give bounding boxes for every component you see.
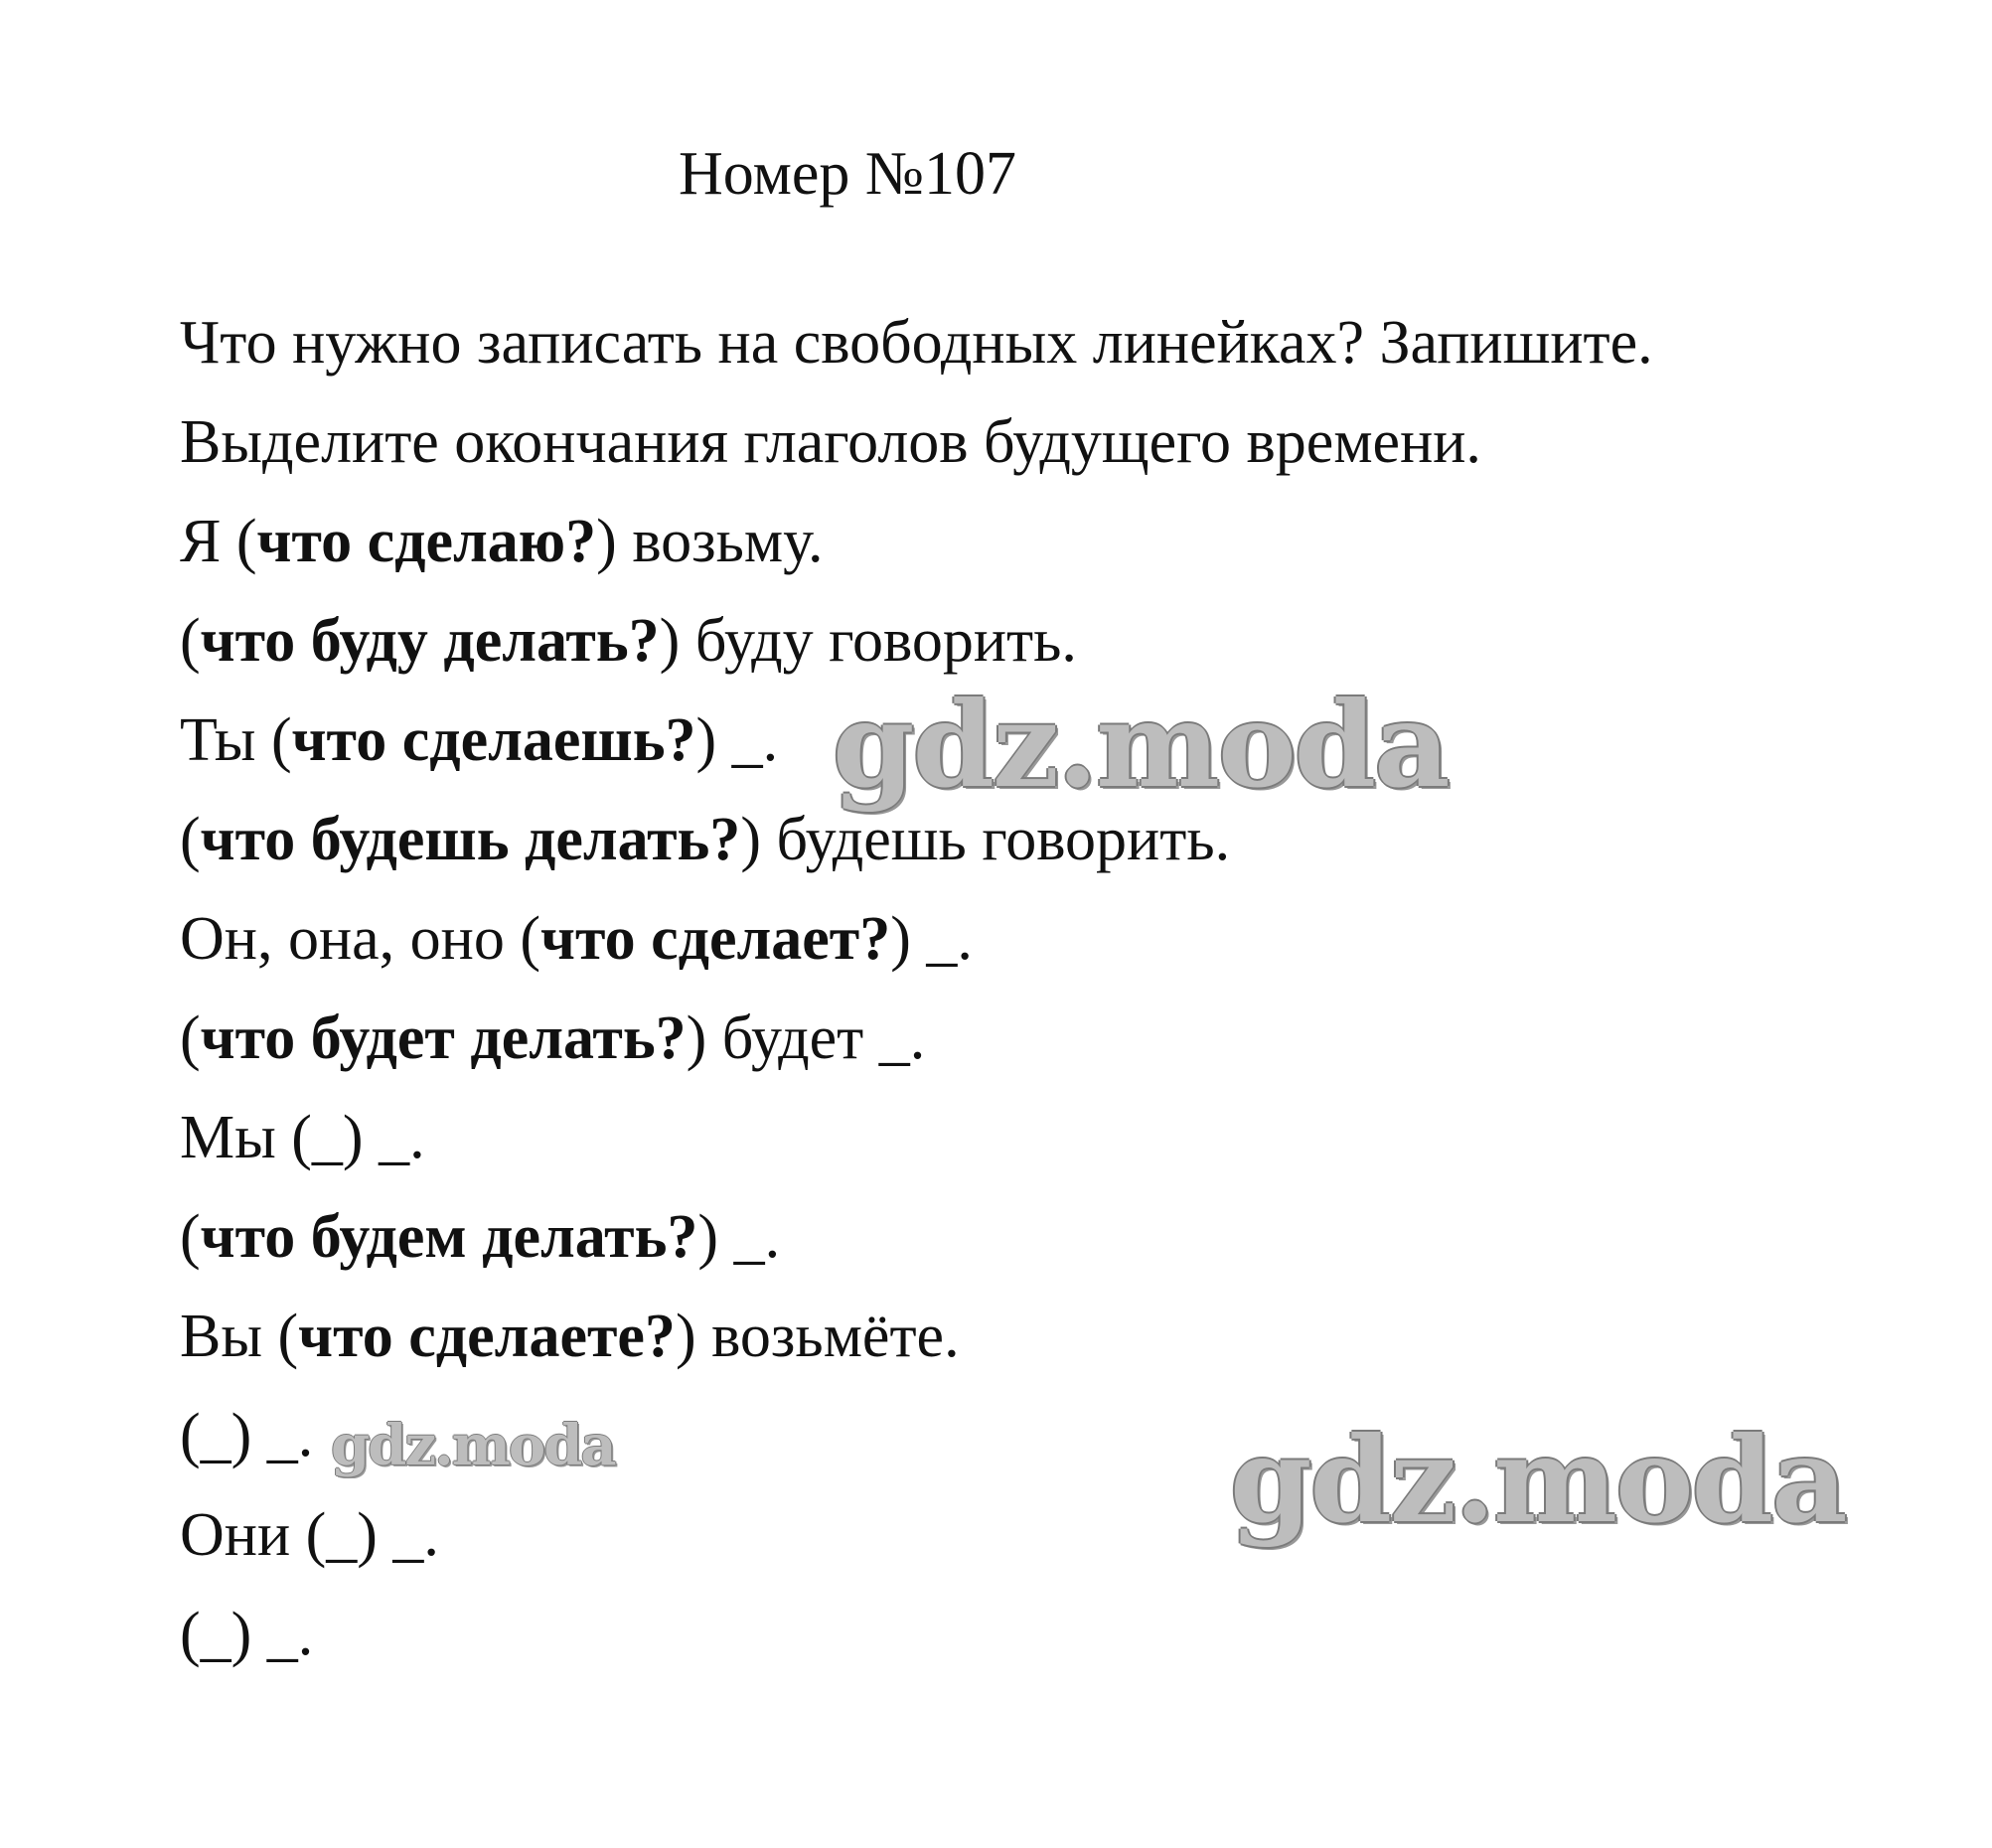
question-text: что будешь делать?: [200, 806, 741, 873]
line-text: ) _.: [695, 706, 779, 774]
question-text: что сделаю?: [256, 508, 597, 575]
page-title: Номер №107: [678, 140, 1016, 208]
line-text: (_) _.: [180, 1601, 314, 1668]
line-text: ) будет _.: [686, 1004, 926, 1072]
exercise-line: [180, 1187, 1869, 1287]
line-text: Выделите окончания глаголов будущего времени.: [180, 408, 1481, 476]
exercise-line: [180, 1287, 1869, 1386]
line-text: Вы (: [180, 1303, 299, 1370]
line-text: ) будешь говорить.: [740, 806, 1231, 873]
line-text: ) _.: [890, 905, 973, 973]
exercise-line: [180, 889, 1869, 989]
exercise-line: [180, 1088, 1869, 1187]
line-text: Я (: [180, 508, 257, 575]
line-text: (_) _.: [180, 1402, 314, 1469]
exercise-line: [180, 989, 1869, 1088]
exercise-line: [180, 1585, 1869, 1684]
line-text: (: [180, 607, 201, 675]
exercise-line: [180, 293, 1869, 392]
exercise-line: [180, 392, 1869, 492]
line-text: ) _.: [697, 1203, 781, 1271]
question-text: что будет делать?: [200, 1004, 687, 1072]
watermark-logo: gdz.moda: [1230, 1411, 1846, 1549]
question-text: что буду делать?: [200, 607, 660, 675]
line-text: Ты (: [180, 706, 292, 774]
line-text: (: [180, 1004, 201, 1072]
line-text: Мы (_) _.: [180, 1104, 425, 1171]
watermark-logo: gdz.moda: [331, 1413, 615, 1478]
watermark-logo: gdz.moda: [833, 676, 1449, 814]
line-text: Что нужно записать на свободных линейках? Запишите.: [180, 309, 1653, 377]
line-text: ) возьмёте.: [675, 1303, 960, 1370]
question-text: что сделает?: [539, 905, 891, 973]
question-text: что будем делать?: [200, 1203, 698, 1271]
line-text: ) буду говорить.: [659, 607, 1077, 675]
line-text: (: [180, 1203, 201, 1271]
exercise-line: [180, 492, 1869, 591]
line-text: Он, она, оно (: [180, 905, 540, 973]
line-text: Они (_) _.: [180, 1501, 439, 1569]
line-text: ) возьму.: [596, 508, 824, 575]
question-text: что сделаешь?: [291, 706, 696, 774]
question-text: что сделаете?: [298, 1303, 676, 1370]
line-text: (: [180, 806, 201, 873]
